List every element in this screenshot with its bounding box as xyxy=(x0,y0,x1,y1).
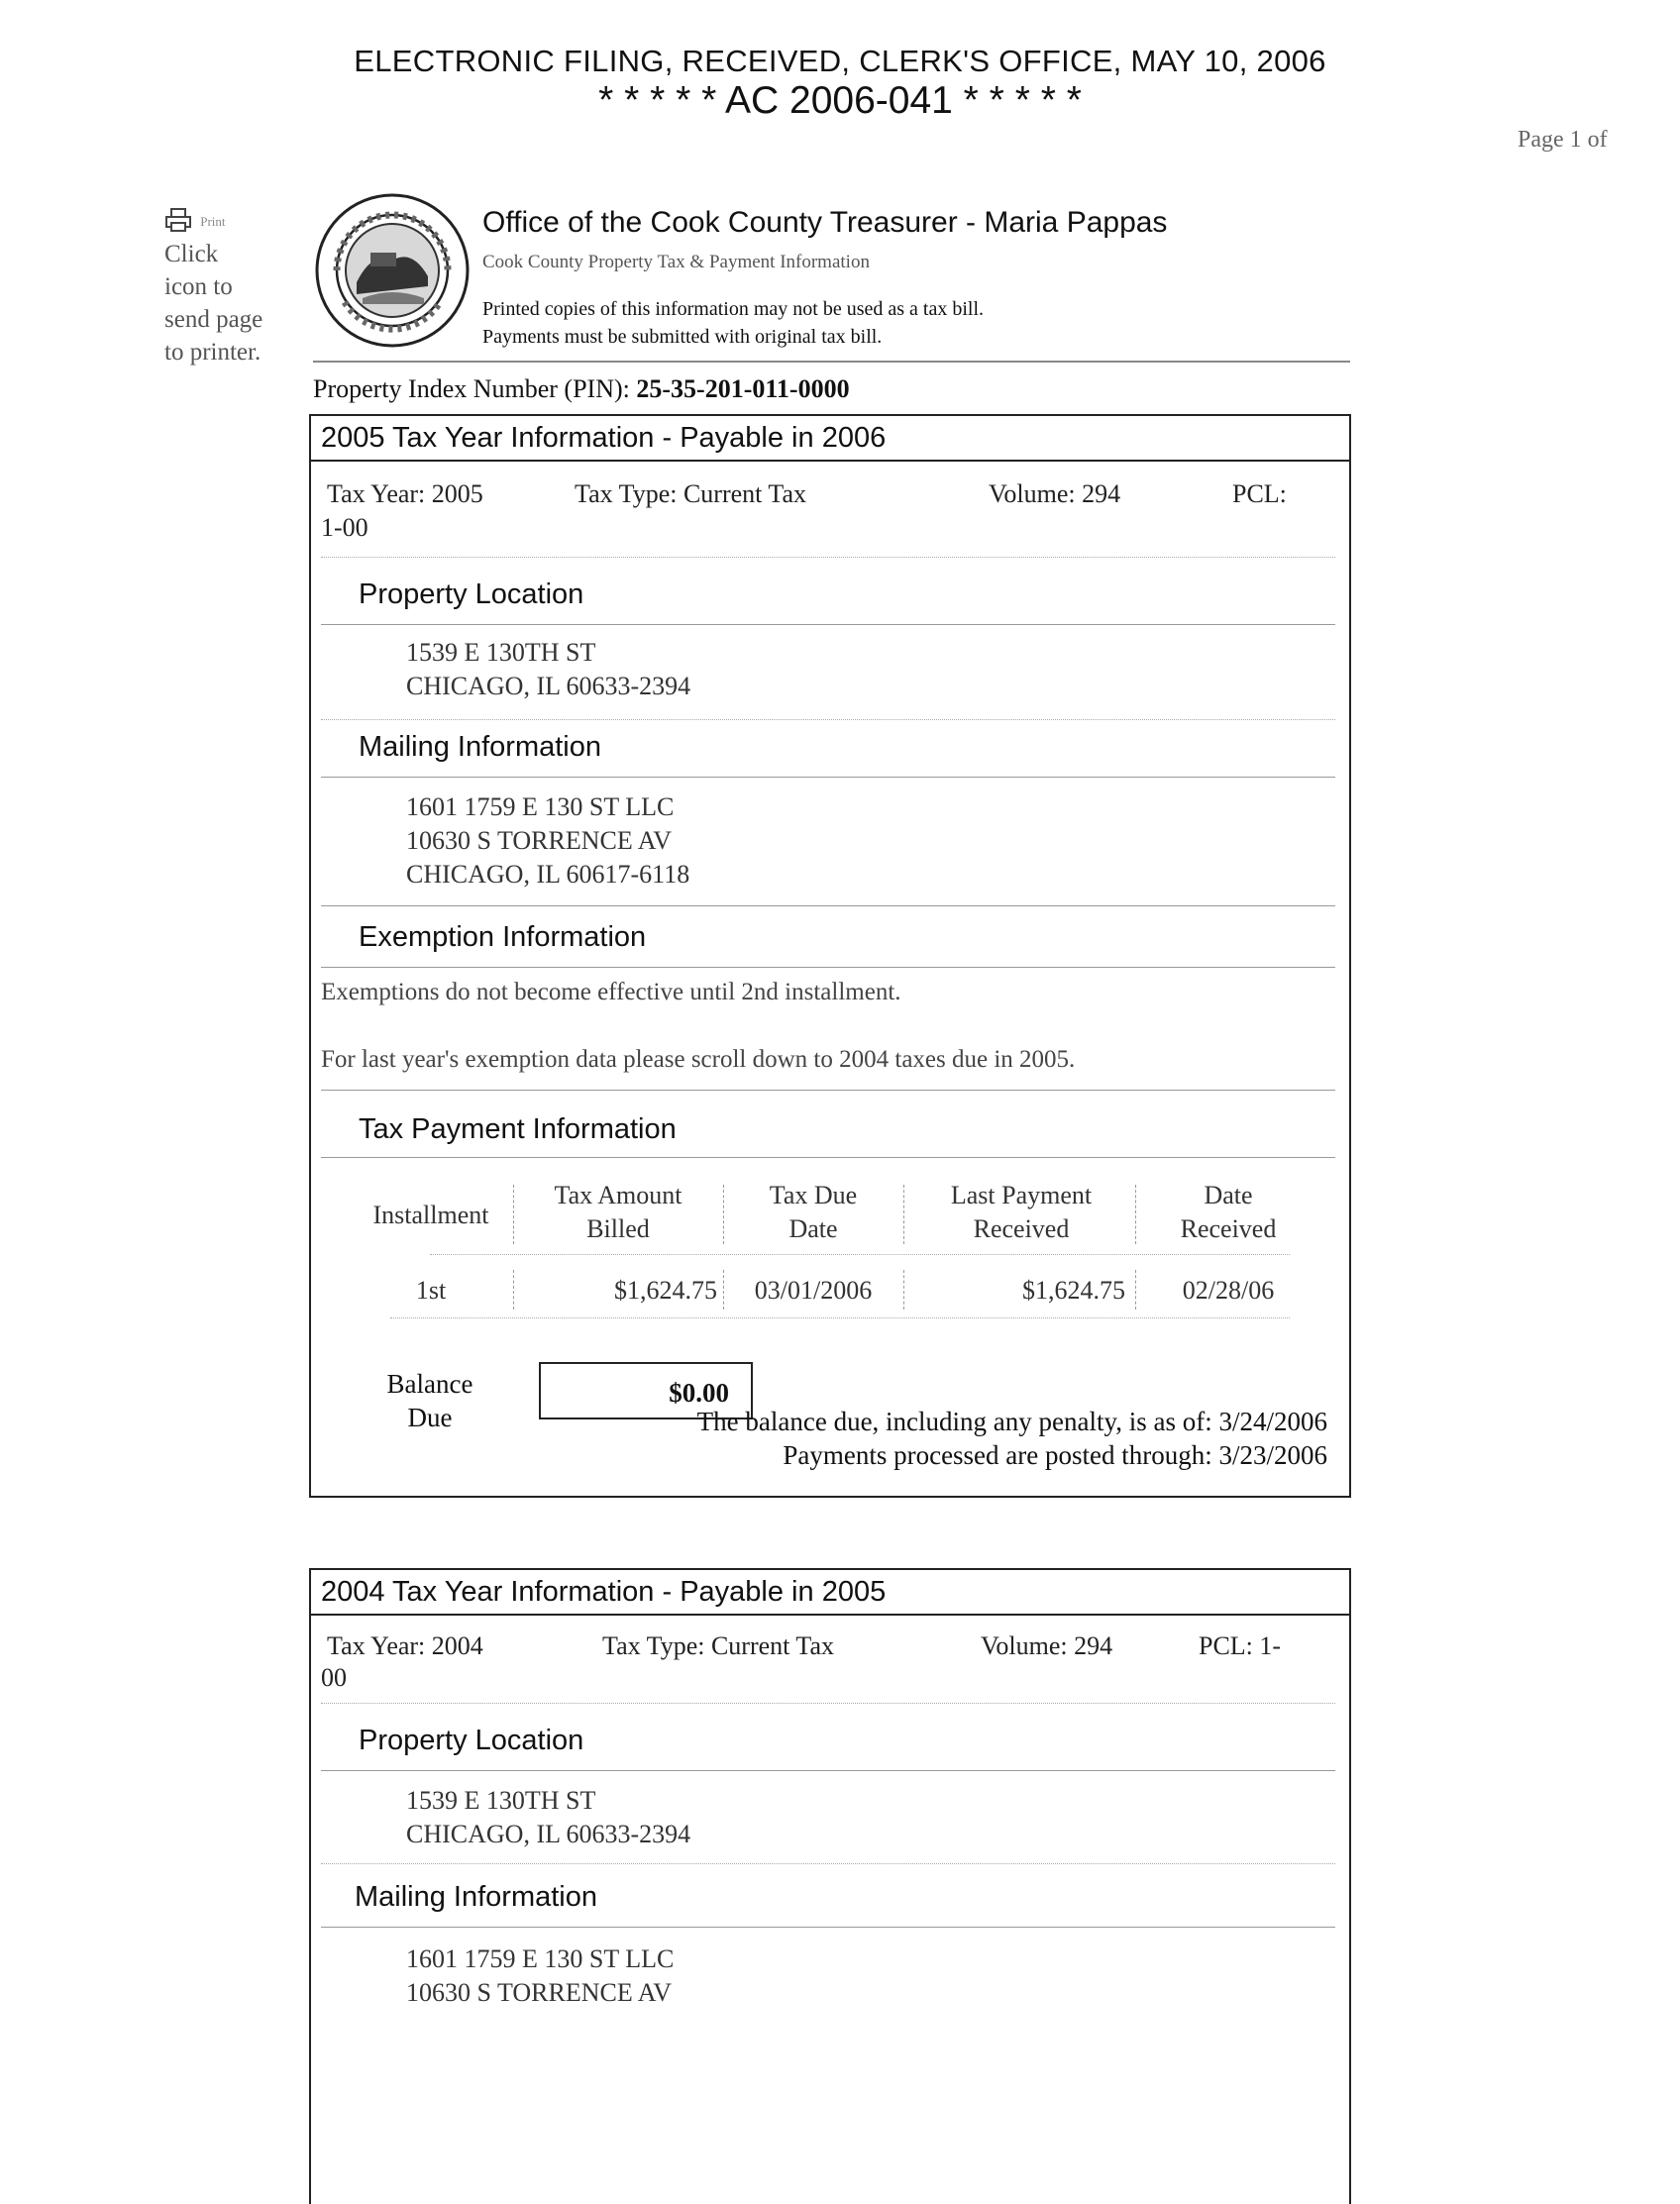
table-cell-amount-billed: $1,624.75 xyxy=(614,1276,717,1305)
divider xyxy=(321,777,1335,778)
tax-bill-notice xyxy=(482,295,984,351)
property-location-heading: Property Location xyxy=(359,578,584,610)
header-line: Date xyxy=(1204,1181,1253,1209)
header-line: Received xyxy=(1180,1214,1277,1243)
mailing-address xyxy=(406,1942,674,2010)
case-number-line: * * * * * AC 2006-041 * * * * * xyxy=(598,79,1082,122)
table-cell-due-date: 03/01/2006 xyxy=(754,1276,873,1305)
column-separator xyxy=(1135,1185,1136,1244)
notice-line: Payments must be submitted with original tax bill. xyxy=(482,326,883,348)
pin-label: Property Index Number (PIN): xyxy=(313,374,630,403)
divider xyxy=(321,557,1335,558)
tax-year-2004-panel xyxy=(309,1568,1351,2204)
header-line: Billed xyxy=(586,1214,650,1243)
divider xyxy=(321,1703,1335,1704)
column-header-tax-amount-billed xyxy=(519,1179,717,1246)
panel-title: 2004 Tax Year Information - Payable in 2005 xyxy=(311,1570,1349,1616)
cook-county-seal-icon xyxy=(313,191,472,350)
column-header-installment xyxy=(355,1199,507,1232)
panel-title: 2005 Tax Year Information - Payable in 2006 xyxy=(311,416,1349,462)
balance-due-value: $0.00 xyxy=(539,1362,753,1419)
table-cell-date-received: 02/28/06 xyxy=(1182,1276,1275,1305)
office-title: Office of the Cook County Treasurer - Maria Pappas xyxy=(482,206,1168,239)
label-line: Due xyxy=(407,1403,453,1432)
mailing-information-heading: Mailing Information xyxy=(359,731,601,763)
payments-posted-note: Payments processed are posted through: 3/23/2006 xyxy=(783,1440,1327,1470)
divider xyxy=(321,967,1335,968)
exemption-note: For last year's exemption data please scroll down to 2004 taxes due in 2005. xyxy=(321,1046,1076,1073)
pcl-value: 1-00 xyxy=(321,513,368,542)
tax-year-2005-panel xyxy=(309,414,1351,1498)
header-line: Tax Due xyxy=(769,1181,858,1209)
divider xyxy=(321,905,1335,906)
tax-year: Tax Year: 2005 xyxy=(327,479,483,508)
address-line: 1539 E 130TH ST xyxy=(406,638,596,667)
column-separator xyxy=(513,1270,514,1310)
table-cell-last-payment: $1,624.75 xyxy=(1022,1276,1125,1305)
divider xyxy=(321,1770,1335,1771)
column-header-tax-due-date xyxy=(729,1179,897,1246)
exemption-note: Exemptions do not become effective until 2nd installment. xyxy=(321,979,901,1005)
column-separator xyxy=(1135,1270,1136,1310)
pcl: PCL: 1- xyxy=(1199,1631,1282,1660)
address-line: 1601 1759 E 130 ST LLC xyxy=(406,792,675,821)
property-location-heading: Property Location xyxy=(359,1725,584,1756)
property-address xyxy=(406,636,690,703)
tax-type: Tax Type: Current Tax xyxy=(602,1631,835,1660)
balance-as-of-note: The balance due, including any penalty, is as of: 3/24/2006 xyxy=(696,1407,1327,1436)
header-line: Last Payment xyxy=(950,1181,1093,1209)
column-header-last-payment-received xyxy=(911,1179,1131,1246)
pin-line xyxy=(313,374,850,404)
address-line: CHICAGO, IL 60633-2394 xyxy=(406,672,691,700)
divider xyxy=(321,1157,1335,1158)
label-line: Balance xyxy=(386,1369,473,1399)
exemption-information-heading: Exemption Information xyxy=(359,921,647,953)
address-line: 10630 S TORRENCE AV xyxy=(406,1978,673,2007)
pin-value: 25-35-201-011-0000 xyxy=(636,374,850,403)
address-line: 10630 S TORRENCE AV xyxy=(406,826,673,855)
volume: Volume: 294 xyxy=(989,479,1121,508)
address-line: CHICAGO, IL 60617-6118 xyxy=(406,860,690,889)
printer-icon[interactable] xyxy=(164,208,194,232)
address-line: 1601 1759 E 130 ST LLC xyxy=(406,1944,675,1973)
property-address xyxy=(406,1784,690,1851)
divider xyxy=(390,1317,1290,1318)
print-icon-label: Print xyxy=(200,214,226,229)
header-line: Date xyxy=(788,1214,838,1243)
tax-meta-row xyxy=(311,462,1349,542)
tax-type: Tax Type: Current Tax xyxy=(575,479,807,508)
divider xyxy=(313,361,1350,363)
pcl-value: 00 xyxy=(321,1663,347,1692)
divider xyxy=(321,719,1335,720)
notice-line: Printed copies of this information may not be used as a tax bill. xyxy=(482,298,985,320)
header-line: Tax Amount xyxy=(554,1181,682,1209)
tax-year: Tax Year: 2004 xyxy=(327,1631,483,1660)
mailing-address xyxy=(406,790,689,892)
address-line: CHICAGO, IL 60633-2394 xyxy=(406,1820,691,1848)
divider xyxy=(321,1863,1335,1864)
address-line: 1539 E 130TH ST xyxy=(406,1786,596,1815)
filing-stamp-line: ELECTRONIC FILING, RECEIVED, CLERK'S OFFICE, MAY 10, 2006 xyxy=(354,44,1326,78)
divider xyxy=(321,1090,1335,1091)
column-separator xyxy=(723,1185,724,1244)
table-cell-installment: 1st xyxy=(415,1276,447,1305)
header-line: Installment xyxy=(372,1201,489,1229)
header-line: Received xyxy=(973,1214,1070,1243)
tax-meta-row xyxy=(311,1616,1349,1692)
divider xyxy=(321,1927,1335,1928)
mailing-information-heading: Mailing Information xyxy=(355,1881,597,1913)
volume: Volume: 294 xyxy=(981,1631,1113,1660)
divider xyxy=(321,624,1335,625)
printer-note[interactable] xyxy=(164,202,263,368)
divider xyxy=(430,1254,1290,1255)
pcl: PCL: xyxy=(1232,479,1287,508)
column-separator xyxy=(513,1185,514,1244)
office-subtitle: Cook County Property Tax & Payment Information xyxy=(482,252,870,272)
page-number: Page 1 of xyxy=(1518,127,1608,153)
column-header-date-received xyxy=(1141,1179,1315,1246)
printer-instructions: Click icon to send page to printer. xyxy=(164,241,263,366)
balance-due-label xyxy=(374,1367,485,1434)
column-separator xyxy=(903,1270,904,1310)
column-separator xyxy=(903,1185,904,1244)
column-separator xyxy=(723,1270,724,1310)
tax-payment-information-heading: Tax Payment Information xyxy=(359,1113,677,1145)
